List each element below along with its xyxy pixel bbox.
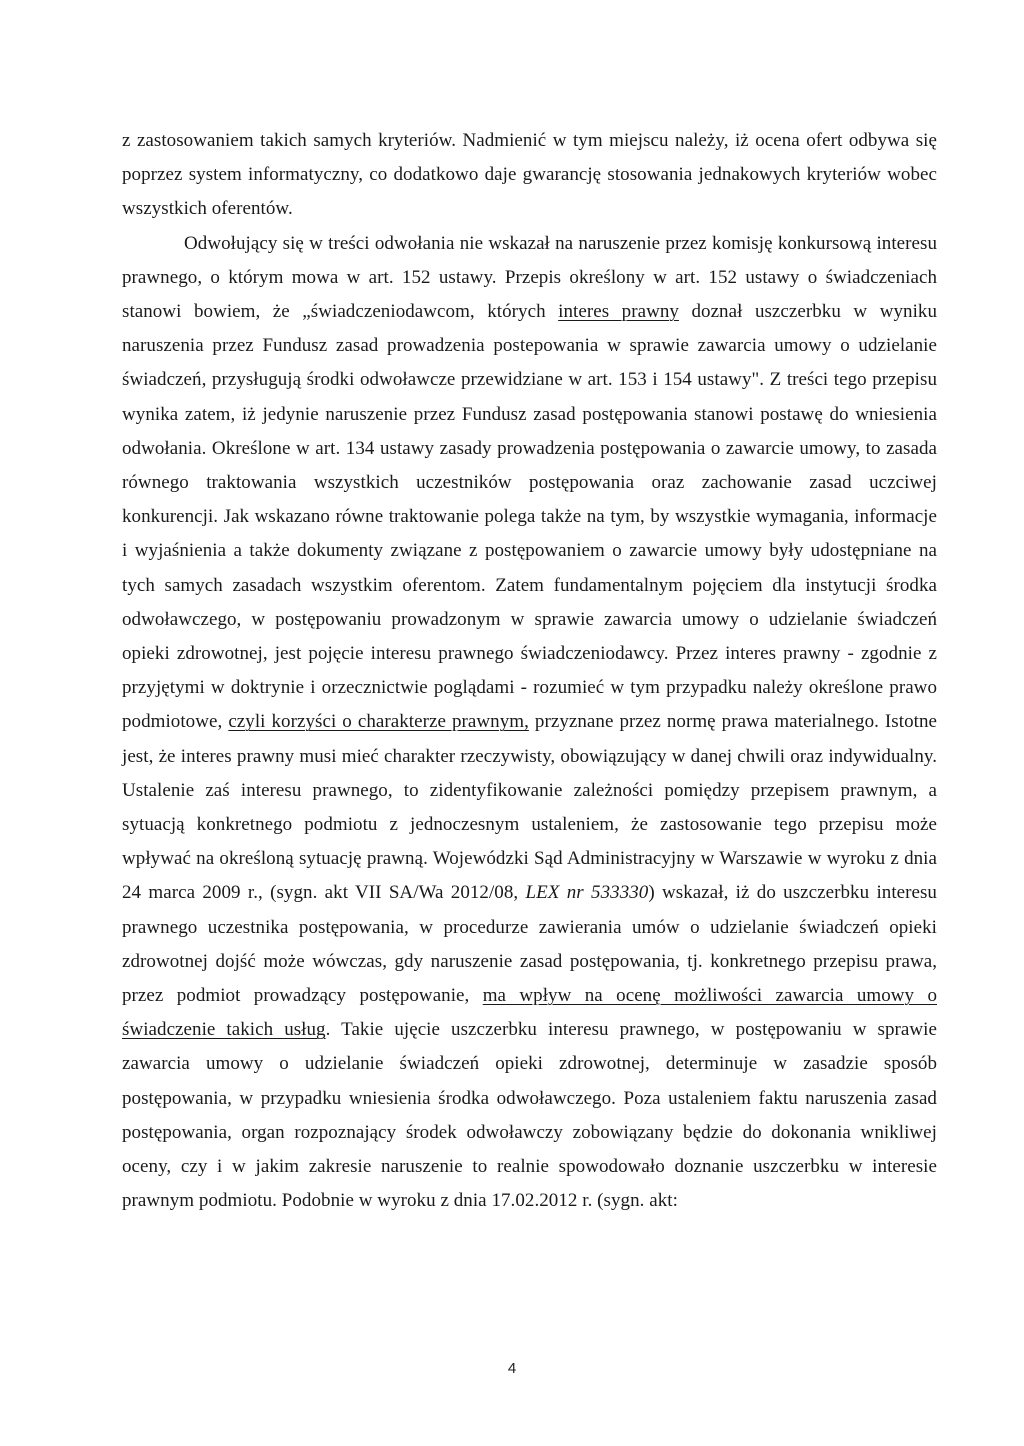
underlined-korzysci: czyli korzyści o charakterze prawnym,: [228, 711, 529, 733]
paragraph-2-segment-1: Odwołujący się w treści odwołania nie wskazał na naruszenie przez komisję konkursową interesu prawnego, o którym mowa w art. 152 ustawy. Przepis określony w art. 152 ustawy o świadczeniach stanowi bowiem, że „świadczeniodawcom, których: [122, 232, 937, 323]
paragraph-2-segment-5: . Takie ujęcie uszczerbku interesu prawnego, w postępowaniu w sprawie zawarcia umowy o udzielanie świadczeń opieki zdrowotnej, determinuje w zasadzie sposób postępowania, w przypadku wniesienia środka odwoławczego. Poza ustaleniem faktu naruszenia zasad postępowania, organ rozpoznający środek odwoławczy zobowiązany będzie do dokonania wnikliwej oceny, czy i w jakim zakresie naruszenie to realnie spowodowało doznanie uszczerbku w interesie prawnym podmiotu. Podobnie w wyroku z dnia 17.02.2012 r. (sygn. akt:: [122, 1019, 937, 1212]
paragraph-2-segment-3: przyznane przez normę prawa materialnego. Istotne jest, że interes prawny musi mieć charakter rzeczywisty, obowiązujący w danej chwili oraz indywidualny. Ustalenie zaś interesu prawnego, to zidentyfikowanie zależności pomiędzy przepisem prawnym, a sytuacją konkretnego podmiotu z jednoczesnym ustaleniem, że zastosowanie tego przepisu może wpływać na określoną sytuację prawną. Wojewódzki Sąd Administracyjny w Warszawie w wyroku z dnia 24 marca 2009 r., (sygn. akt VII SA/Wa 2012/08,: [122, 711, 937, 904]
body-text: [122, 124, 937, 1219]
paragraph-2-segment-4: ) wskazał, iż do uszczerbku interesu prawnego uczestnika postępowania, w procedurze zawierania umów o udzielanie świadczeń opieki zdrowotnej dojść może wówczas, gdy naruszenie zasad postępowania, tj. konkretnego przepisu prawa, przez podmiot prowadzący postępowanie,: [122, 882, 937, 1007]
paragraph-1-text: z zastosowaniem takich samych kryteriów. Nadmienić w tym miejscu należy, iż ocena ofert odbywa się poprzez system informatyczny, co dodatkowo daje gwarancję stosowania jednakowych kryteriów wobec wszystkich oferentów.: [122, 130, 937, 220]
page-number: 4: [507, 1360, 517, 1377]
paragraph-2: [122, 227, 937, 1219]
italic-lex-reference: LEX nr 533330: [525, 882, 649, 904]
underlined-interes-prawny: interes prawny: [558, 301, 679, 323]
paragraph-1: [122, 124, 937, 227]
paragraph-2-segment-2: doznał uszczerbku w wyniku naruszenia przez Fundusz zasad prowadzenia postepowania w sprawie zawarcia umowy o udzielanie świadczeń, przysługują środki odwoławcze przewidziane w art. 153 i 154 ustawy". Z treści tego przepisu wynika zatem, iż jedynie naruszenie przez Fundusz zasad postępowania stanowi postawę do wniesienia odwołania. Określone w art. 134 ustawy zasady prowadzenia postępowania o zawarcie umowy, to zasada równego traktowania wszystkich uczestników postępowania oraz zachowanie zasad uczciwej konkurencji. Jak wskazano równe traktowanie polega także na tym, by wszystkie wymagania, informacje i wyjaśnienia a także dokumenty związane z postępowaniem o zawarcie umowy były udostępniane na tych samych zasadach wszystkim oferentom. Zatem fundamentalnym pojęciem dla instytucji środka odwoławczego, w postępowaniu prowadzonym w sprawie zawarcia umowy o udzielanie świadczeń opieki zdrowotnej, jest pojęcie interesu prawnego świadczeniodawcy. Przez interes prawny - zgodnie z przyjętymi w doktrynie i orzecznictwie poglądami - rozumieć w tym przypadku należy określone prawo podmiotowe,: [122, 301, 938, 733]
underlined-wplyw-na-ocene: ma wpływ na ocenę możliwości zawarcia umowy o świadczenie takich usług: [122, 985, 937, 1041]
